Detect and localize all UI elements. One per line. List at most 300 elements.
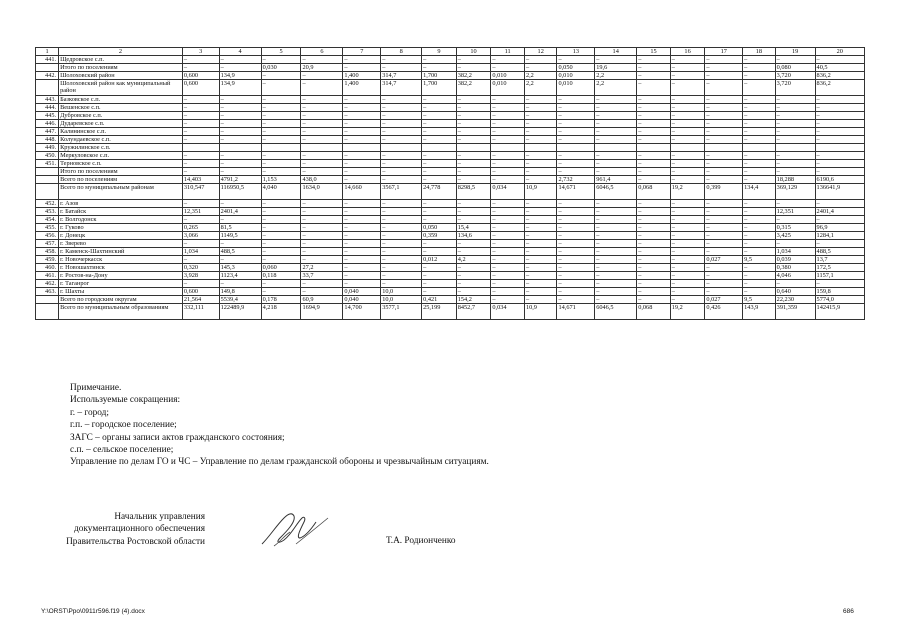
table-cell: – — [456, 128, 491, 136]
table-cell: – — [815, 216, 864, 224]
table-cell: – — [491, 296, 525, 304]
table-cell: – — [261, 224, 301, 232]
table-cell: 13,7 — [815, 256, 864, 264]
table-cell: – — [491, 136, 525, 144]
table-cell: – — [595, 264, 637, 272]
table-cell: 5539,4 — [219, 296, 261, 304]
table-cell: – — [524, 248, 557, 256]
table-cell: – — [381, 280, 422, 288]
table-cell: – — [182, 216, 219, 224]
row-number: 460. — [36, 264, 59, 272]
table-cell: 40,5 — [815, 64, 864, 72]
table-cell: 159,8 — [815, 288, 864, 296]
table-cell: – — [524, 216, 557, 224]
table-cell: – — [343, 120, 381, 128]
table-cell: – — [456, 104, 491, 112]
table-cell: – — [637, 280, 671, 288]
position-line: документационного обеспечения — [74, 524, 205, 535]
table-cell: – — [261, 80, 301, 96]
table-cell: – — [456, 200, 491, 208]
table-cell: – — [301, 224, 343, 232]
table-cell: – — [557, 208, 595, 216]
table-cell: – — [743, 208, 776, 216]
table-cell: 134,4 — [743, 184, 776, 200]
table-cell: 2,2 — [595, 80, 637, 96]
table-cell: – — [775, 168, 815, 176]
table-cell: – — [381, 272, 422, 280]
table-cell: – — [381, 56, 422, 64]
table-cell: – — [219, 200, 261, 208]
table-cell: 6046,5 — [595, 184, 637, 200]
notes-line: с.п. – сельское поселение; — [70, 445, 174, 456]
table-cell: – — [381, 224, 422, 232]
table-cell: – — [343, 272, 381, 280]
table-cell: – — [705, 208, 743, 216]
table-cell: – — [491, 120, 525, 128]
table-cell: – — [637, 200, 671, 208]
table-cell: – — [491, 104, 525, 112]
table-cell: – — [381, 216, 422, 224]
row-label: г. Новочеркасск — [59, 256, 183, 264]
table-cell: 2401,4 — [219, 208, 261, 216]
table-cell: – — [381, 200, 422, 208]
table-cell: 2,2 — [595, 72, 637, 80]
table-cell: 143,9 — [743, 304, 776, 320]
table-cell: – — [491, 216, 525, 224]
table-cell: – — [595, 232, 637, 240]
table-cell: – — [705, 280, 743, 288]
table-cell: 0,068 — [637, 304, 671, 320]
table-cell: – — [261, 112, 301, 120]
table-cell: – — [456, 152, 491, 160]
table-cell: – — [775, 136, 815, 144]
table-cell: – — [524, 112, 557, 120]
table-cell: – — [456, 136, 491, 144]
table-cell: – — [491, 240, 525, 248]
table-cell: 0,010 — [557, 72, 595, 80]
table-cell: – — [524, 272, 557, 280]
table-cell: – — [743, 240, 776, 248]
table-cell: – — [261, 216, 301, 224]
row-number: 445. — [36, 112, 59, 120]
table-cell: – — [261, 72, 301, 80]
table-cell: 3577,1 — [381, 304, 422, 320]
table-cell: – — [705, 248, 743, 256]
table-row — [36, 296, 865, 304]
table-cell: 6190,6 — [815, 176, 864, 184]
table-cell: – — [670, 112, 705, 120]
table-cell: – — [456, 96, 491, 104]
table-cell: – — [343, 64, 381, 72]
table-cell: – — [705, 264, 743, 272]
column-header: 4 — [219, 48, 261, 56]
table-cell: – — [743, 80, 776, 96]
table-row — [36, 224, 865, 232]
table-cell: 4791,2 — [219, 176, 261, 184]
table-cell: – — [637, 120, 671, 128]
table-cell: – — [491, 208, 525, 216]
table-cell: – — [261, 152, 301, 160]
table-cell: – — [182, 160, 219, 168]
column-header: 5 — [261, 48, 301, 56]
table-cell: 134,9 — [219, 80, 261, 96]
table-cell: – — [557, 104, 595, 112]
column-header: 13 — [557, 48, 595, 56]
table-cell: – — [705, 56, 743, 64]
table-cell: 0,010 — [491, 72, 525, 80]
column-header: 16 — [670, 48, 705, 56]
table-cell: – — [182, 152, 219, 160]
table-cell: – — [670, 200, 705, 208]
table-cell: – — [595, 104, 637, 112]
table-cell — [815, 144, 864, 152]
row-number: 447. — [36, 128, 59, 136]
table-cell: – — [557, 272, 595, 280]
table-cell: – — [705, 96, 743, 104]
table-cell: 8298,5 — [456, 184, 491, 200]
table-cell: – — [705, 72, 743, 80]
table-cell: – — [524, 120, 557, 128]
table-cell: – — [491, 288, 525, 296]
table-cell: 0,039 — [775, 256, 815, 264]
table-cell: – — [637, 288, 671, 296]
row-label: г. Батайск — [59, 208, 183, 216]
table-cell: 1,700 — [422, 72, 457, 80]
table-cell: 149,8 — [219, 288, 261, 296]
table-cell: – — [557, 264, 595, 272]
table-cell: – — [637, 128, 671, 136]
table-cell: 4,218 — [261, 304, 301, 320]
table-cell: – — [491, 152, 525, 160]
table-cell: – — [343, 280, 381, 288]
table-cell: – — [261, 96, 301, 104]
table-cell: – — [524, 200, 557, 208]
table-cell: – — [261, 104, 301, 112]
table-cell: – — [422, 280, 457, 288]
table-cell: 4,2 — [456, 256, 491, 264]
table-cell: – — [491, 232, 525, 240]
table-cell: – — [637, 224, 671, 232]
table-cell: – — [261, 136, 301, 144]
table-cell: – — [670, 152, 705, 160]
table-cell: – — [595, 248, 637, 256]
table-cell: – — [381, 128, 422, 136]
table-cell: – — [456, 56, 491, 64]
table-cell: 0,050 — [557, 64, 595, 72]
table-cell: – — [182, 256, 219, 264]
table-cell: – — [670, 104, 705, 112]
row-label: Меркуловское с.п. — [59, 152, 183, 160]
table-cell: – — [595, 208, 637, 216]
table-row — [36, 64, 865, 72]
table-cell: – — [343, 112, 381, 120]
table-cell — [557, 144, 595, 152]
table-cell: – — [743, 200, 776, 208]
table-cell: – — [343, 176, 381, 184]
row-label: Всего по поселениям — [59, 176, 183, 184]
row-number — [36, 80, 59, 96]
table-cell: – — [491, 112, 525, 120]
table-cell: – — [422, 96, 457, 104]
table-cell: 172,5 — [815, 264, 864, 272]
table-cell: – — [595, 120, 637, 128]
table-cell: – — [524, 176, 557, 184]
table-cell — [670, 144, 705, 152]
table-cell: – — [705, 224, 743, 232]
table-cell: – — [815, 112, 864, 120]
table-cell: 3,425 — [775, 232, 815, 240]
table-cell: – — [301, 96, 343, 104]
table-cell: – — [670, 296, 705, 304]
row-label: Шолоховский район как муниципальный район — [59, 80, 183, 96]
table-cell: – — [637, 64, 671, 72]
table-cell: – — [422, 152, 457, 160]
table-cell: – — [670, 168, 705, 176]
column-header: 14 — [595, 48, 637, 56]
table-cell: 1284,1 — [815, 232, 864, 240]
table-cell: – — [815, 152, 864, 160]
table-cell: 0,012 — [422, 256, 457, 264]
row-number: 458. — [36, 248, 59, 256]
table-cell: 3,928 — [182, 272, 219, 280]
table-cell: – — [775, 160, 815, 168]
table-cell: – — [557, 240, 595, 248]
table-cell: – — [524, 240, 557, 248]
table-cell: – — [637, 232, 671, 240]
table-cell: – — [301, 240, 343, 248]
table-cell: – — [219, 152, 261, 160]
table-cell: – — [670, 224, 705, 232]
column-header: 6 — [301, 48, 343, 56]
table-cell: – — [343, 232, 381, 240]
table-cell: – — [670, 96, 705, 104]
table-cell: 0,265 — [182, 224, 219, 232]
table-cell: – — [456, 168, 491, 176]
row-label: г. Таганрог — [59, 280, 183, 288]
table-cell: 116950,5 — [219, 184, 261, 200]
table-cell — [219, 144, 261, 152]
table-cell: – — [595, 112, 637, 120]
table-cell: 14,700 — [343, 304, 381, 320]
table-cell: 0,050 — [422, 224, 457, 232]
table-row — [36, 104, 865, 112]
table-cell: – — [381, 264, 422, 272]
table-cell: – — [301, 288, 343, 296]
table-cell: 14,660 — [343, 184, 381, 200]
table-cell: – — [301, 80, 343, 96]
table-cell: – — [301, 136, 343, 144]
table-cell: 332,111 — [182, 304, 219, 320]
table-cell: – — [524, 64, 557, 72]
row-number — [36, 176, 59, 184]
table-cell: – — [261, 120, 301, 128]
table-cell: 14,671 — [557, 184, 595, 200]
table-cell: – — [637, 248, 671, 256]
table-cell: 0,010 — [557, 80, 595, 96]
table-row — [36, 112, 865, 120]
table-cell: – — [637, 272, 671, 280]
table-cell: 1123,4 — [219, 272, 261, 280]
row-label: Итого по поселениям — [59, 168, 183, 176]
table-cell: 3,720 — [775, 80, 815, 96]
table-cell: – — [301, 104, 343, 112]
table-row — [36, 136, 865, 144]
table-cell: – — [381, 176, 422, 184]
table-cell: 0,600 — [182, 72, 219, 80]
table-cell: – — [219, 96, 261, 104]
table-cell: – — [422, 56, 457, 64]
table-cell: – — [381, 168, 422, 176]
table-cell: 3,066 — [182, 232, 219, 240]
table-cell: – — [422, 120, 457, 128]
table-cell: – — [524, 128, 557, 136]
table-cell: 10,0 — [381, 296, 422, 304]
table-cell: 310,547 — [182, 184, 219, 200]
table-cell: – — [343, 216, 381, 224]
table-cell: – — [456, 248, 491, 256]
row-number: 449. — [36, 144, 59, 152]
table-cell: 134,9 — [219, 72, 261, 80]
table-cell: – — [491, 280, 525, 288]
table-cell: – — [381, 232, 422, 240]
table-cell: – — [557, 200, 595, 208]
table-cell: – — [524, 224, 557, 232]
table-cell: – — [637, 256, 671, 264]
table-cell: – — [524, 208, 557, 216]
table-cell: – — [775, 128, 815, 136]
table-cell: 0,426 — [705, 304, 743, 320]
table-cell: – — [595, 200, 637, 208]
signatory-position — [40, 511, 205, 548]
table-cell: – — [815, 128, 864, 136]
table-cell: – — [182, 128, 219, 136]
column-header: 8 — [381, 48, 422, 56]
table-cell: – — [219, 56, 261, 64]
table-cell: 0,030 — [261, 64, 301, 72]
table-cell: 314,7 — [381, 80, 422, 96]
table-cell: – — [595, 56, 637, 64]
table-cell: – — [219, 168, 261, 176]
table-cell: – — [595, 256, 637, 264]
table-cell: – — [637, 72, 671, 80]
table-cell: – — [743, 288, 776, 296]
table-cell: – — [422, 136, 457, 144]
table-row — [36, 280, 865, 288]
table-cell: – — [301, 232, 343, 240]
column-header: 18 — [743, 48, 776, 56]
table-cell: – — [557, 128, 595, 136]
table-cell: – — [524, 280, 557, 288]
table-cell: – — [705, 160, 743, 168]
table-cell: – — [705, 288, 743, 296]
table-cell: – — [815, 168, 864, 176]
table-cell: – — [422, 176, 457, 184]
table-cell: – — [491, 96, 525, 104]
table-cell: 4,046 — [775, 272, 815, 280]
table-cell: – — [524, 104, 557, 112]
table-cell: – — [182, 64, 219, 72]
table-cell: – — [815, 104, 864, 112]
table-cell: – — [422, 64, 457, 72]
table-cell: – — [381, 208, 422, 216]
table-cell: – — [381, 256, 422, 264]
table-cell: – — [743, 224, 776, 232]
table-cell: 10,0 — [381, 288, 422, 296]
table-cell: 60,9 — [301, 296, 343, 304]
table-cell: – — [301, 216, 343, 224]
table-cell: – — [557, 232, 595, 240]
table-cell: – — [182, 168, 219, 176]
table-cell: – — [637, 168, 671, 176]
row-label: Шолоховский район — [59, 72, 183, 80]
column-header: 20 — [815, 48, 864, 56]
table-cell: 10,9 — [524, 304, 557, 320]
table-cell: – — [637, 136, 671, 144]
table-row — [36, 272, 865, 280]
table-cell: – — [670, 208, 705, 216]
table-cell: 96,9 — [815, 224, 864, 232]
table-cell: – — [595, 288, 637, 296]
table-row — [36, 152, 865, 160]
table-cell: – — [524, 264, 557, 272]
table-cell: – — [595, 136, 637, 144]
table-cell: 2,732 — [557, 176, 595, 184]
table-cell: 836,2 — [815, 80, 864, 96]
table-cell: – — [422, 168, 457, 176]
column-header: 9 — [422, 48, 457, 56]
row-label: Кружилинское с.п. — [59, 144, 183, 152]
notes-line: Управление по делам ГО и ЧС – Управление по делам гражданской обороны и чрезвычайным ситуациям. — [70, 457, 489, 468]
table-cell: 0,034 — [491, 304, 525, 320]
row-number: 450. — [36, 152, 59, 160]
table-cell: – — [705, 112, 743, 120]
table-cell: – — [301, 112, 343, 120]
table-cell: 0,010 — [491, 80, 525, 96]
table-cell: – — [815, 160, 864, 168]
table-cell: – — [301, 168, 343, 176]
table-header-row — [36, 48, 865, 56]
table-cell: – — [775, 112, 815, 120]
table-cell: – — [775, 104, 815, 112]
table-cell: – — [219, 216, 261, 224]
row-label: г. Донецк — [59, 232, 183, 240]
table-cell: 0,380 — [775, 264, 815, 272]
table-cell: – — [775, 96, 815, 104]
table-cell: – — [182, 240, 219, 248]
table-cell: – — [182, 120, 219, 128]
table-cell: – — [637, 160, 671, 168]
column-header: 17 — [705, 48, 743, 56]
table-cell: – — [422, 200, 457, 208]
row-label: Терновское с.п. — [59, 160, 183, 168]
table-cell: – — [261, 128, 301, 136]
table-cell: – — [261, 248, 301, 256]
table-cell: – — [743, 120, 776, 128]
table-row — [36, 248, 865, 256]
table-cell: – — [705, 216, 743, 224]
column-header: 7 — [343, 48, 381, 56]
table-cell: – — [670, 56, 705, 64]
table-cell: – — [595, 160, 637, 168]
table-cell: – — [343, 264, 381, 272]
row-label: Дубровское с.п. — [59, 112, 183, 120]
table-cell: – — [301, 152, 343, 160]
table-cell: – — [670, 288, 705, 296]
table-cell: – — [705, 200, 743, 208]
table-cell: – — [422, 272, 457, 280]
table-cell: – — [743, 112, 776, 120]
table-cell: 0,315 — [775, 224, 815, 232]
